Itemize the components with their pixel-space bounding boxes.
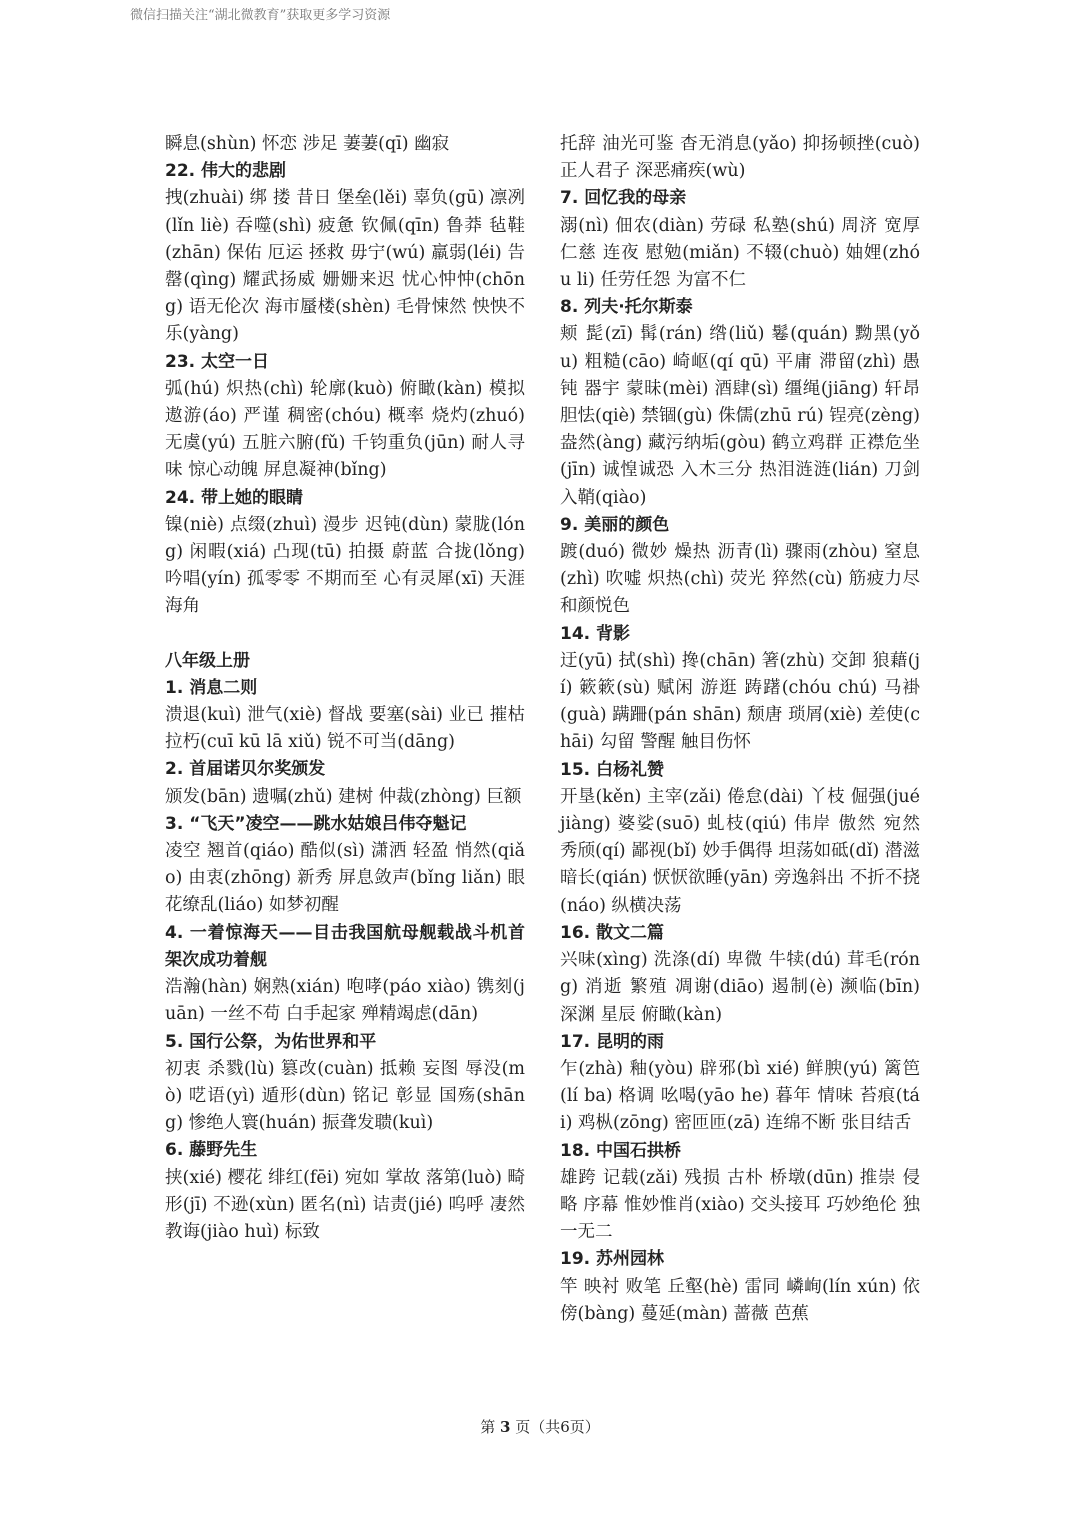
footer-suffix: 页（共6页） xyxy=(515,1418,600,1436)
vocab-paragraph: 兴味(xìng) 洗涤(dí) 卑微 牛犊(dú) 茸毛(róng) 消逝 繁殖 凋谢(diāo) 遏制(è) 濒临(bīn) 深渊 星辰 俯瞰(kàn) xyxy=(560,950,920,1025)
lesson-heading: 8. 列夫·托尔斯泰 xyxy=(560,297,693,318)
section-gap xyxy=(165,621,525,648)
vocab-paragraph: 镍(niè) 点缀(zhuì) 漫步 迟钝(dùn) 蒙胧(lóng) 闲暇(xiá) 凸现(tū) 拍摄 蔚蓝 合拢(lǒng) 吟唱(yín) 孤零零 不期而至 心有灵犀(xī) 天涯海角 xyxy=(165,514,525,617)
lesson-heading: 18. 中国石拱桥 xyxy=(560,1140,682,1161)
vocab-paragraph: 拽(zhuài) 绑 搂 昔日 堡垒(lěi) 辜负(gū) 凛冽(lǐn liè) 吞噬(shì) 疲惫 钦佩(qīn) 鲁莽 毡鞋(zhān) 保佑 厄运 拯救 毋宁(wú) 羸弱(léi) 告罄(qìng) 耀武扬威 姗姗来迟 忧心忡忡(chōng) 语无伦次 海市蜃楼(shèn) 毛骨悚然 怏怏不乐(yàng) xyxy=(165,188,525,345)
lesson-heading: 八年级上册 xyxy=(165,650,250,671)
lesson-heading: 5. 国行公祭，为佑世界和平 xyxy=(165,1031,377,1052)
lesson-heading: 6. 藤野先生 xyxy=(165,1140,258,1161)
lesson-heading: 24. 带上她的眼睛 xyxy=(165,487,304,508)
lesson-heading: 23. 太空一日 xyxy=(165,351,270,372)
vocab-paragraph: 颁发(bān) 遗嘱(zhǔ) 建树 仲裁(zhòng) 巨额 xyxy=(165,786,522,807)
vocab-paragraph: 凌空 翘首(qiáo) 酷似(sì) 潇洒 轻盈 悄然(qiǎo) 由衷(zhōng) 新秀 屏息敛声(bǐng liǎn) 眼花缭乱(liáo) 如梦初醒 xyxy=(165,841,525,916)
lesson-heading: 4. 一着惊海天——目击我国航母舰载战斗机首架次成功着舰 xyxy=(165,922,525,970)
vocab-paragraph: 乍(zhà) 釉(yòu) 辟邪(bì xié) 鲜腴(yú) 篱笆(lí ba) 格调 吆喝(yāo he) 暮年 情味 苔痕(tái) 鸡枞(zōng) 密匝匝(zā) 连绵不断 张目结舌 xyxy=(560,1058,920,1134)
vocab-paragraph: 踱(duó) 微妙 燥热 沥青(lì) 骤雨(zhòu) 窒息(zhì) 吹嘘 炽热(chì) 荧光 猝然(cù) 筋疲力尽 和颜悦色 xyxy=(560,542,920,617)
lesson-heading: 16. 散文二篇 xyxy=(560,922,665,943)
lesson-heading: 3. “飞天”凌空——跳水姑娘吕伟夺魁记 xyxy=(165,813,467,834)
vocab-paragraph: 瞬息(shùn) 怀恋 涉足 萋萋(qī) 幽寂 xyxy=(165,134,450,154)
lesson-heading: 2. 首届诺贝尔奖颁发 xyxy=(165,759,326,780)
vocab-paragraph: 开垦(kěn) 主宰(zǎi) 倦怠(dài) 丫枝 倔强(jué jiàng) 婆娑(suō) 虬枝(qiú) 伟岸 傲然 宛然 秀颀(qí) 鄙视(bǐ) 妙手偶得 坦荡如砥(dǐ) 潜滋暗长(qián) 恹恹欲睡(yān) 旁逸斜出 不折不挠(náo) 纵横决荡 xyxy=(560,786,920,916)
page-footer xyxy=(0,1416,1080,1437)
lesson-heading: 17. 昆明的雨 xyxy=(560,1031,665,1052)
lesson-heading: 9. 美丽的颜色 xyxy=(560,514,670,535)
vocab-paragraph: 托辞 油光可鉴 杳无消息(yǎo) 抑扬顿挫(cuò) 正人君子 深恶痛疾(wù) xyxy=(560,134,920,182)
vocab-paragraph: 浩瀚(hàn) 娴熟(xián) 咆哮(páo xiào) 镌刻(juān) 一丝不苟 白手起家 殚精竭虑(dān) xyxy=(165,977,525,1025)
left-column xyxy=(165,131,525,1246)
vocab-paragraph: 竿 映衬 败笔 丘壑(hè) 雷同 嶙峋(lín xún) 依傍(bàng) 蔓延(màn) 蔷薇 芭蕉 xyxy=(560,1276,920,1324)
vocab-paragraph: 雄跨 记载(zǎi) 残损 古朴 桥墩(dūn) 推崇 侵略 序幕 惟妙惟肖(xiào) 交头接耳 巧妙绝伦 独一无二 xyxy=(560,1167,920,1243)
vocab-paragraph: 初衷 杀戮(lù) 篡改(cuàn) 抵赖 妄图 辱没(mò) 呓语(yì) 遁形(dùn) 铭记 彰显 国殇(shāng) 惨绝人寰(huán) 振聋发聩(kuì) xyxy=(165,1058,525,1134)
footer-prefix: 第 xyxy=(480,1418,496,1436)
vocab-paragraph: 弧(hú) 炽热(chì) 轮廓(kuò) 俯瞰(kàn) 模拟 遨游(áo) 严谨 稠密(chóu) 概率 烧灼(zhuó) 无虞(yú) 五脏六腑(fǔ) 千钧重负(jūn) 耐人寻味 惊心动魄 屏息凝神(bǐng) xyxy=(165,378,525,481)
lesson-heading: 7. 回忆我的母亲 xyxy=(560,188,687,209)
footer-page-number: 3 xyxy=(500,1418,511,1436)
vocab-paragraph: 溃退(kuì) 泄气(xiè) 督战 要塞(sài) 业已 摧枯拉朽(cuī kū lā xiǔ) 锐不可当(dāng) xyxy=(165,705,525,753)
vocab-paragraph: 挟(xié) 樱花 绯红(fēi) 宛如 掌故 落第(luò) 畸形(jī) 不逊(xùn) 匿名(nì) 诘责(jié) 呜呼 凄然 教诲(jiào huì) 标致 xyxy=(165,1167,525,1242)
lesson-heading: 19. 苏州园林 xyxy=(560,1249,665,1270)
vocab-paragraph: 颊 髭(zī) 髯(rán) 绺(liǔ) 鬈(quán) 黝黑(yǒu) 粗糙(cāo) 崎岖(qí qū) 平庸 滞留(zhì) 愚钝 器宇 蒙昧(mèi) 酒肆(sì) 缰绳(jiāng) 轩昂 胆怯(qiè) 禁锢(gù) 侏儒(zhū rú) 锃亮(zèng) 盎然(àng) 藏污纳垢(gòu) 鹤立鸡群 正襟危坐(jīn) 诚惶诚恐 入木三分 热泪涟涟(lián) 刀剑入鞘(qiào) xyxy=(560,324,920,508)
vocab-paragraph: 溺(nì) 佃农(diàn) 劳碌 私塾(shú) 周济 宽厚 仁慈 连夜 慰勉(miǎn) 不辍(chuò) 妯娌(zhóu li) 任劳任怨 为富不仁 xyxy=(560,215,920,291)
vocab-paragraph: 迂(yū) 拭(shì) 搀(chān) 箸(zhù) 交卸 狼藉(jí) 簌簌(sù) 赋闲 游逛 踌躇(chóu chú) 马褂(guà) 蹒跚(pán shān) 颓唐 琐屑(xiè) 差使(chāi) 勾留 警醒 触目伤怀 xyxy=(560,650,920,753)
lesson-heading: 15. 白杨礼赞 xyxy=(560,759,665,780)
right-column xyxy=(560,131,920,1328)
lesson-heading: 1. 消息二则 xyxy=(165,677,258,698)
lesson-heading: 14. 背影 xyxy=(560,623,631,644)
lesson-heading: 22. 伟大的悲剧 xyxy=(165,161,287,182)
header-note: 微信扫描关注“湖北微教育”获取更多学习资源 xyxy=(130,8,391,23)
